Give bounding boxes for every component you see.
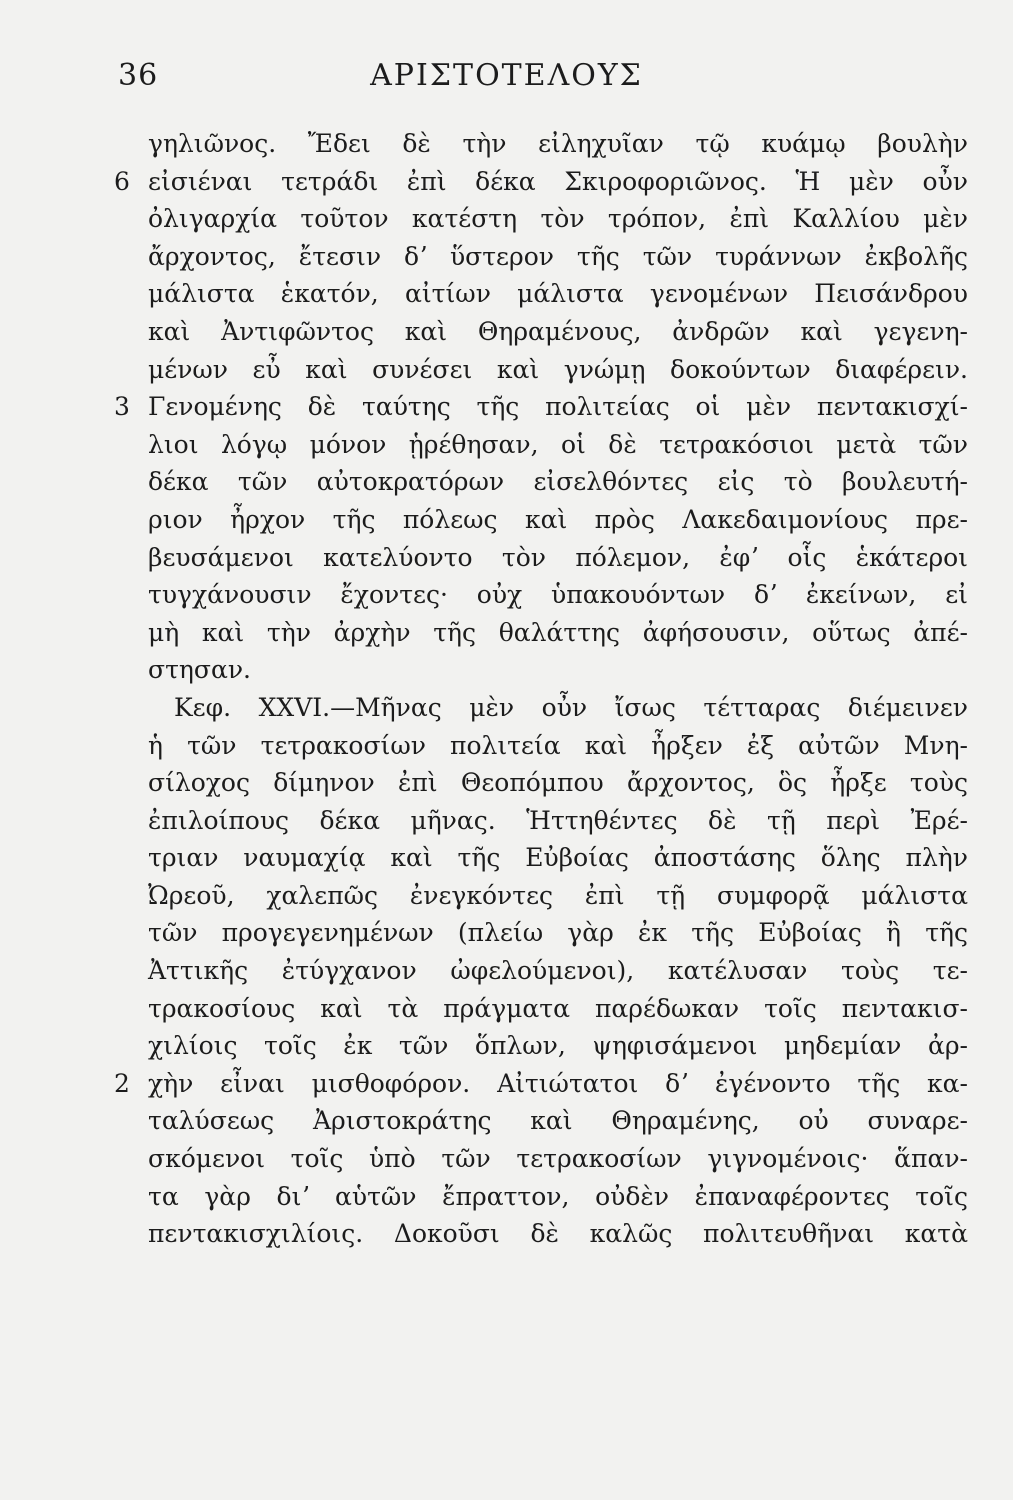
- line-text: τῶν προγεγενημένων (πλείω γὰρ ἐκ τῆς Εὐβοίας ἢ τῆς: [148, 918, 968, 948]
- text-line: [114, 1065, 968, 1103]
- text-line: [148, 463, 968, 501]
- text-line: [148, 877, 968, 915]
- text-line: [148, 614, 968, 652]
- section-number: 2: [114, 1068, 130, 1098]
- text-line: [148, 689, 968, 727]
- text-line: [148, 576, 968, 614]
- text-line: [148, 313, 968, 351]
- text-line: [148, 1178, 968, 1216]
- line-text: πεντακισχιλίοις. Δοκοῦσι δὲ καλῶς πολιτευθῆναι κατὰ: [148, 1219, 968, 1249]
- text-line: [148, 200, 968, 238]
- text-line: [148, 426, 968, 464]
- text-line: [114, 388, 968, 426]
- line-text: εἰσιέναι τετράδι ἐπὶ δέκα Σκιροφοριῶνος. Ἡ μὲν οὖν: [148, 166, 968, 196]
- text-line: [148, 275, 968, 313]
- line-text: δέκα τῶν αὐτοκρατόρων εἰσελθόντες εἰς τὸ βουλευτή-: [148, 467, 968, 497]
- text-line: [148, 727, 968, 765]
- line-text: στησαν.: [148, 655, 251, 685]
- running-title: ΑΡΙΣΤΟΤΕΛΟΥΣ: [370, 58, 643, 93]
- text-line: [148, 125, 968, 163]
- page-number: 36: [118, 58, 159, 93]
- text-line: [148, 914, 968, 952]
- line-text: Κεφ. XXVI.—Μῆνας μὲν οὖν ἴσως τέτταρας διέμεινεν: [174, 692, 968, 722]
- line-text: Ὠρεοῦ, χαλεπῶς ἐνεγκόντες ἐπὶ τῇ συμφορᾷ μάλιστα: [148, 880, 968, 910]
- text-line: [148, 1140, 968, 1178]
- section-number: 3: [114, 392, 130, 422]
- line-text: Γενομένης δὲ ταύτης τῆς πολιτείας οἱ μὲν πεντακισχί-: [148, 392, 968, 422]
- line-text: βευσάμενοι κατελύοντο τὸν πόλεμον, ἐφʼ οἷς ἑκάτεροι: [148, 542, 968, 572]
- text-line: [114, 163, 968, 201]
- line-text: τα γὰρ διʼ αὑτῶν ἔπραττον, οὐδὲν ἐπαναφέροντες τοῖς: [148, 1181, 968, 1211]
- line-text: λιοι λόγῳ μόνον ᾑρέθησαν, οἱ δὲ τετρακόσιοι μετὰ τῶν: [148, 429, 968, 459]
- text-line: [148, 764, 968, 802]
- line-text: χὴν εἶναι μισθοφόρον. Αἰτιώτατοι δʼ ἐγένοντο τῆς κα-: [148, 1068, 968, 1098]
- line-text: ἐπιλοίπους δέκα μῆνας. Ἡττηθέντες δὲ τῇ περὶ Ἐρέ-: [148, 805, 968, 835]
- text-line: [148, 1027, 968, 1065]
- text-line: [148, 351, 968, 389]
- running-head: [0, 58, 1013, 98]
- line-text: σκόμενοι τοῖς ὑπὸ τῶν τετρακοσίων γιγνομένοις· ἅπαν-: [148, 1144, 968, 1174]
- line-text: σίλοχος δίμηνον ἐπὶ Θεοπόμπου ἄρχοντος, ὃς ἦρξε τοὺς: [148, 768, 968, 798]
- line-text: γηλιῶνος. Ἔδει δὲ τὴν εἰληχυῖαν τῷ κυάμῳ βουλὴν: [148, 129, 968, 158]
- text-line: [148, 539, 968, 577]
- line-text: μάλιστα ἑκατόν, αἰτίων μάλιστα γενομένων Πεισάνδρου: [148, 279, 968, 309]
- text-line: [148, 952, 968, 990]
- text-line: [148, 990, 968, 1028]
- text-line: [148, 802, 968, 840]
- line-text: μένων εὖ καὶ συνέσει καὶ γνώμῃ δοκούντων διαφέρειν.: [148, 354, 968, 384]
- line-text: Ἀττικῆς ἐτύγχανον ὠφελούμενοι), κατέλυσαν τοὺς τε-: [148, 956, 968, 986]
- line-text: καὶ Ἀντιφῶντος καὶ Θηραμένους, ἀνδρῶν καὶ γεγενη-: [148, 316, 968, 346]
- line-text: χιλίοις τοῖς ἐκ τῶν ὅπλων, ψηφισάμενοι μηδεμίαν ἀρ-: [148, 1031, 968, 1061]
- line-text: τρακοσίους καὶ τὰ πράγματα παρέδωκαν τοῖς πεντακισ-: [148, 993, 968, 1023]
- line-text: μὴ καὶ τὴν ἀρχὴν τῆς θαλάττης ἀφήσουσιν, οὕτως ἀπέ-: [148, 617, 968, 647]
- text-line: [148, 238, 968, 276]
- section-number: 6: [114, 166, 130, 196]
- text-line: [148, 651, 968, 689]
- line-text: ἄρχοντος, ἔτεσιν δʼ ὕστερον τῆς τῶν τυράννων ἐκβολῆς: [148, 241, 968, 271]
- text-line: [148, 501, 968, 539]
- line-text: τριαν ναυμαχίᾳ καὶ τῆς Εὐβοίας ἀποστάσης ὅλης πλὴν: [148, 843, 968, 873]
- line-text: ταλύσεως Ἀριστοκράτης καὶ Θηραμένης, οὐ συναρε-: [148, 1106, 968, 1136]
- line-text: ὀλιγαρχία τοῦτον κατέστη τὸν τρόπον, ἐπὶ Καλλίου μὲν: [148, 204, 968, 234]
- line-text: τυγχάνουσιν ἔχοντες· οὐχ ὑπακουόντων δʼ ἐκείνων, εἰ: [148, 580, 968, 610]
- text-line: [148, 1102, 968, 1140]
- text-line: [148, 839, 968, 877]
- text-line: [148, 1215, 968, 1253]
- line-text: ἡ τῶν τετρακοσίων πολιτεία καὶ ἦρξεν ἐξ αὐτῶν Μνη-: [148, 730, 968, 760]
- body-text: [114, 125, 968, 1253]
- line-text: ριον ἦρχον τῆς πόλεως καὶ πρὸς Λακεδαιμονίους πρε-: [148, 504, 968, 534]
